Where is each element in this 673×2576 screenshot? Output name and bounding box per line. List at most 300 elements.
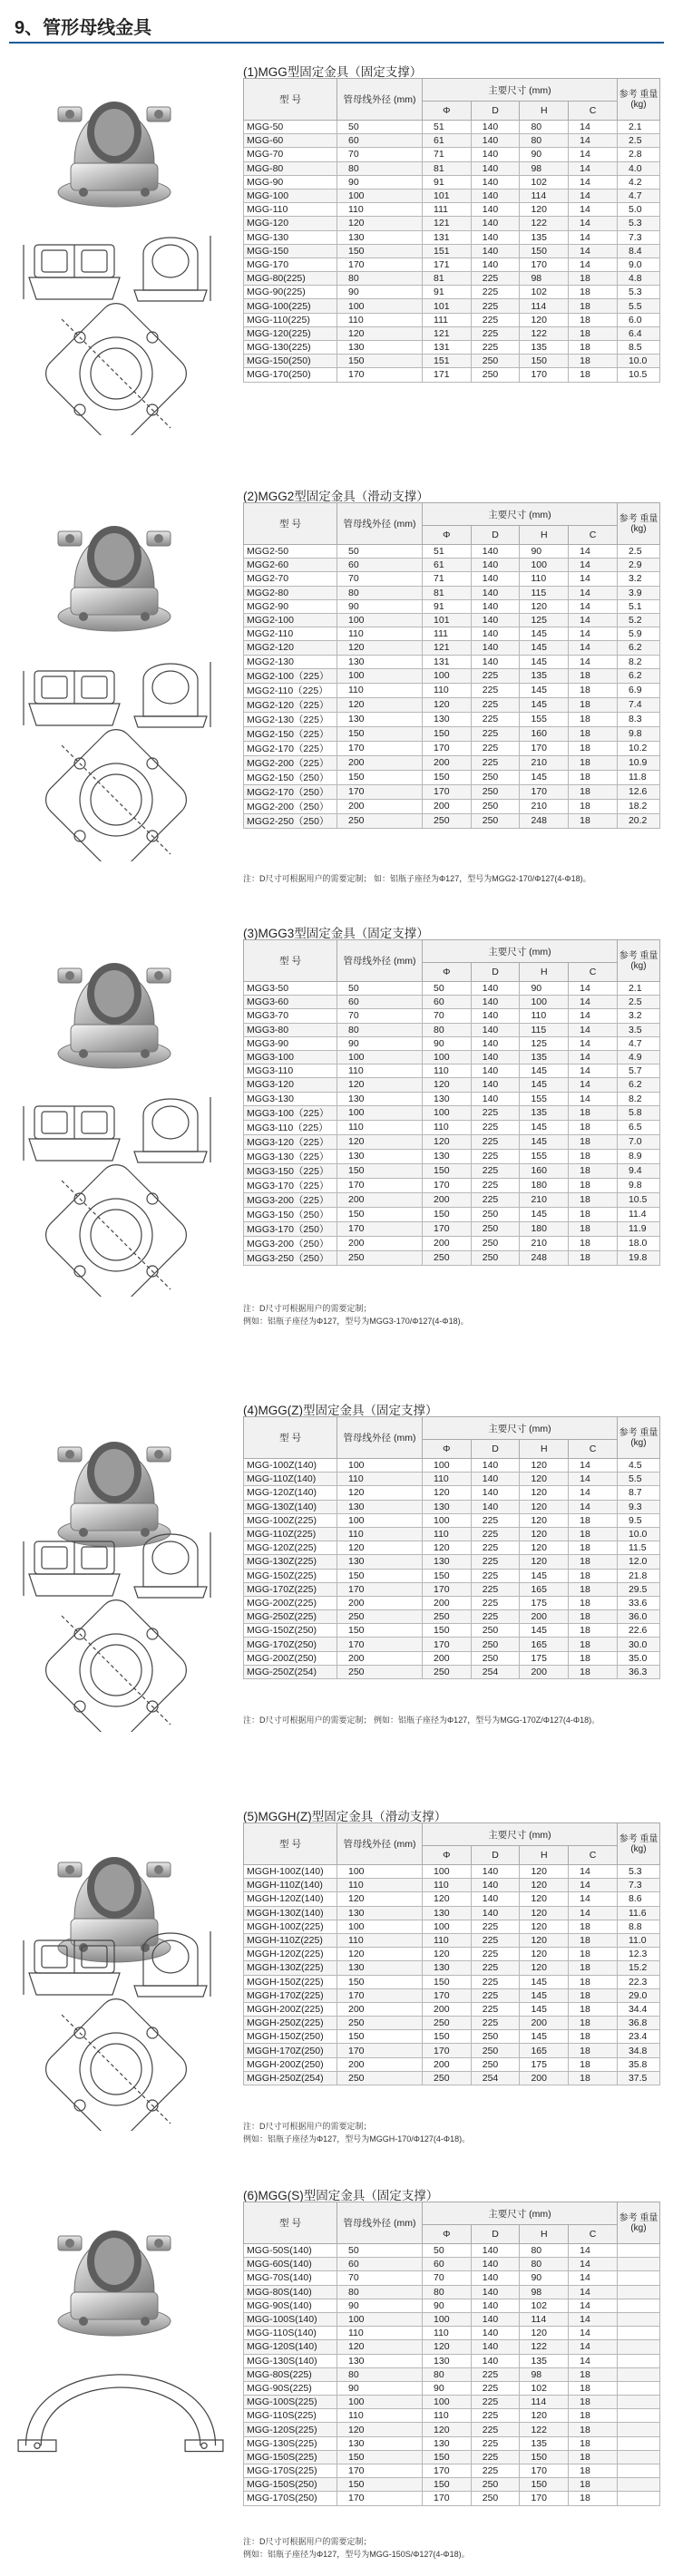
- value-cell: 10.2: [617, 741, 659, 755]
- value-cell: 140: [471, 1486, 520, 1500]
- table-row: [244, 726, 660, 741]
- value-cell: 250: [471, 1651, 520, 1665]
- value-cell: 225: [471, 326, 520, 340]
- value-cell: 120: [336, 641, 422, 655]
- model-cell: MGG-250Z(225): [244, 1610, 337, 1624]
- model-cell: MGG3-150（250）: [244, 1207, 337, 1221]
- model-cell: MGGH-170Z(250): [244, 2044, 337, 2057]
- value-cell: 140: [471, 1906, 520, 1920]
- model-cell: MGG-80(225): [244, 272, 337, 286]
- model-cell: MGGH-150Z(250): [244, 2030, 337, 2044]
- value-cell: 18: [569, 1569, 618, 1582]
- value-cell: 130: [336, 1555, 422, 1569]
- value-cell: 110: [520, 572, 569, 586]
- value-cell: 120: [520, 599, 569, 613]
- value-cell: 170: [423, 1221, 472, 1236]
- value-cell: 140: [471, 599, 520, 613]
- value-cell: 102: [520, 175, 569, 189]
- value-cell: 14: [569, 2327, 618, 2340]
- value-cell: 20.2: [617, 813, 659, 828]
- value-cell: [617, 2409, 659, 2423]
- value-cell: 102: [520, 2299, 569, 2312]
- section-note: 注：D尺寸可根据用户的需要定制； 例如：铝瓶子座径为Φ127，型号为MGG-170Z/Φ127(4-Φ18)。: [243, 1716, 600, 1725]
- value-cell: 4.2: [617, 175, 659, 189]
- value-cell: 145: [520, 1078, 569, 1092]
- table-row: [244, 286, 660, 299]
- model-cell: MGG3-90: [244, 1036, 337, 1050]
- table-row: [244, 1624, 660, 1638]
- table-row: [244, 203, 660, 217]
- value-cell: 110: [336, 2409, 422, 2423]
- value-cell: 14: [569, 161, 618, 175]
- table-row: [244, 2367, 660, 2381]
- col-header-model: 型 号: [244, 2202, 337, 2244]
- table-row: [244, 1221, 660, 1236]
- value-cell: 140: [471, 217, 520, 230]
- value-cell: 200: [336, 1596, 422, 1609]
- value-cell: 14: [569, 244, 618, 258]
- value-cell: 18: [569, 368, 618, 382]
- table-row: [244, 813, 660, 828]
- value-cell: 14: [569, 641, 618, 655]
- value-cell: 140: [471, 1050, 520, 1064]
- col-header-d: D: [471, 1846, 520, 1865]
- value-cell: 9.4: [617, 1163, 659, 1178]
- value-cell: 110: [336, 1933, 422, 1947]
- value-cell: 110: [423, 1527, 472, 1541]
- value-cell: 50: [336, 545, 422, 559]
- col-header-d: D: [471, 963, 520, 982]
- value-cell: 101: [423, 189, 472, 202]
- value-cell: 225: [471, 1134, 520, 1149]
- value-cell: 145: [520, 683, 569, 697]
- value-cell: 210: [520, 799, 569, 813]
- value-cell: 90: [423, 2299, 472, 2312]
- col-header-h: H: [520, 963, 569, 982]
- table-row: [244, 2450, 660, 2464]
- model-cell: MGG-170(250): [244, 368, 337, 382]
- section-title: (3)MGG3型固定金具（固定支撑）: [243, 927, 429, 940]
- table-row: [244, 2423, 660, 2436]
- title-divider: [9, 42, 664, 44]
- value-cell: 120: [520, 313, 569, 326]
- value-cell: 98: [520, 161, 569, 175]
- value-cell: 18: [569, 2030, 618, 2044]
- value-cell: 121: [423, 217, 472, 230]
- value-cell: 100: [423, 1459, 472, 1473]
- value-cell: 4.5: [617, 1459, 659, 1473]
- technical-drawing-mgg3: [16, 1097, 216, 1297]
- value-cell: 9.8: [617, 1178, 659, 1192]
- value-cell: 6.2: [617, 1078, 659, 1092]
- value-cell: 5.7: [617, 1064, 659, 1078]
- value-cell: 140: [471, 1092, 520, 1105]
- value-cell: 14: [569, 121, 618, 134]
- model-cell: MGG-110S(225): [244, 2409, 337, 2423]
- value-cell: 225: [471, 2002, 520, 2016]
- value-cell: 250: [336, 1250, 422, 1265]
- table-row: [244, 1988, 660, 2002]
- value-cell: 170: [423, 2464, 472, 2478]
- value-cell: 200: [423, 1596, 472, 1609]
- model-cell: MGG2-130（225）: [244, 712, 337, 726]
- value-cell: 140: [471, 2354, 520, 2367]
- value-cell: 60: [336, 559, 422, 572]
- table-row: [244, 2030, 660, 2044]
- model-cell: MGG-150S(225): [244, 2450, 337, 2464]
- value-cell: 170: [423, 741, 472, 755]
- value-cell: 18: [569, 1933, 618, 1947]
- col-header-d: D: [471, 1440, 520, 1459]
- value-cell: 5.3: [617, 286, 659, 299]
- value-cell: 150: [336, 2450, 422, 2464]
- value-cell: 115: [520, 586, 569, 599]
- value-cell: 250: [471, 813, 520, 828]
- value-cell: 150: [423, 1207, 472, 1221]
- value-cell: 18: [569, 1624, 618, 1638]
- value-cell: [617, 2381, 659, 2395]
- value-cell: 200: [336, 1236, 422, 1250]
- value-cell: 140: [471, 230, 520, 244]
- value-cell: 250: [423, 2071, 472, 2085]
- value-cell: 170: [336, 368, 422, 382]
- value-cell: 14: [569, 2244, 618, 2258]
- value-cell: 100: [423, 1105, 472, 1120]
- table-row: [244, 655, 660, 668]
- model-cell: MGG-110: [244, 203, 337, 217]
- value-cell: 18: [569, 1988, 618, 2002]
- value-cell: 170: [336, 1582, 422, 1596]
- model-cell: MGG-150Z(225): [244, 1569, 337, 1582]
- value-cell: 80: [423, 1023, 472, 1036]
- value-cell: 250: [471, 1236, 520, 1250]
- value-cell: 11.8: [617, 770, 659, 784]
- value-cell: 11.6: [617, 1906, 659, 1920]
- value-cell: 18: [569, 272, 618, 286]
- col-header-main-dimensions: 主要尺寸 (mm): [423, 503, 618, 526]
- value-cell: 14: [569, 1473, 618, 1486]
- model-cell: MGG-120Z(225): [244, 1541, 337, 1555]
- value-cell: 140: [471, 572, 520, 586]
- value-cell: 14: [569, 1500, 618, 1513]
- product-photo-mgg: [34, 56, 194, 216]
- table-row: [244, 2340, 660, 2354]
- value-cell: 70: [423, 1009, 472, 1023]
- technical-drawing-mgghz: [16, 1931, 216, 2131]
- value-cell: 200: [520, 1665, 569, 1678]
- model-cell: MGG3-170（225）: [244, 1178, 337, 1192]
- value-cell: [617, 2367, 659, 2381]
- value-cell: 7.3: [617, 230, 659, 244]
- model-cell: MGG3-110（225）: [244, 1120, 337, 1134]
- col-header-outer-diameter: 管母线外径 (mm): [336, 2202, 422, 2244]
- value-cell: 120: [520, 1933, 569, 1947]
- model-cell: MGG-200Z(225): [244, 1596, 337, 1609]
- table-row: [244, 1892, 660, 1906]
- value-cell: 250: [423, 813, 472, 828]
- model-cell: MGG-90(225): [244, 286, 337, 299]
- value-cell: 250: [471, 2057, 520, 2071]
- value-cell: 71: [423, 572, 472, 586]
- value-cell: 225: [471, 1610, 520, 1624]
- value-cell: 100: [520, 559, 569, 572]
- value-cell: 100: [336, 613, 422, 627]
- value-cell: 150: [336, 1569, 422, 1582]
- value-cell: [617, 2312, 659, 2326]
- table-row: [244, 1064, 660, 1078]
- col-header-phi: Φ: [423, 102, 472, 121]
- value-cell: 5.5: [617, 299, 659, 313]
- value-cell: 150: [520, 244, 569, 258]
- table-row: [244, 572, 660, 586]
- value-cell: 2.1: [617, 121, 659, 134]
- value-cell: 9.8: [617, 726, 659, 741]
- value-cell: 225: [471, 1527, 520, 1541]
- value-cell: 14: [569, 586, 618, 599]
- value-cell: 140: [471, 545, 520, 559]
- value-cell: 110: [336, 1527, 422, 1541]
- value-cell: 10.9: [617, 755, 659, 770]
- value-cell: [617, 2436, 659, 2450]
- table-row: [244, 2409, 660, 2423]
- table-row: [244, 996, 660, 1009]
- table-row: [244, 2285, 660, 2299]
- value-cell: 120: [520, 1459, 569, 1473]
- value-cell: 225: [471, 2367, 520, 2381]
- value-cell: 8.8: [617, 1920, 659, 1933]
- value-cell: 14: [569, 559, 618, 572]
- value-cell: 18: [569, 1638, 618, 1651]
- value-cell: 140: [471, 175, 520, 189]
- section-note: 注：D尺寸可根据用户的需要定制； 如：铝瓶子座径为Φ127，型号为MGG2-170/Φ127(4-Φ18)。: [243, 874, 591, 883]
- value-cell: 14: [569, 217, 618, 230]
- table-row: [244, 2057, 660, 2071]
- table-row: [244, 1920, 660, 1933]
- value-cell: 70: [336, 2271, 422, 2285]
- value-cell: 250: [471, 2044, 520, 2057]
- value-cell: 150: [423, 1975, 472, 1988]
- table-row: [244, 2327, 660, 2340]
- value-cell: 71: [423, 148, 472, 161]
- table-row: [244, 217, 660, 230]
- value-cell: [617, 2299, 659, 2312]
- value-cell: 11.9: [617, 1221, 659, 1236]
- value-cell: 90: [336, 2381, 422, 2395]
- value-cell: 111: [423, 313, 472, 326]
- value-cell: 140: [471, 1879, 520, 1892]
- model-cell: MGG3-60: [244, 996, 337, 1009]
- value-cell: 170: [423, 1638, 472, 1651]
- value-cell: 120: [336, 1486, 422, 1500]
- value-cell: 8.7: [617, 1486, 659, 1500]
- table-row: [244, 627, 660, 641]
- value-cell: 150: [423, 2478, 472, 2492]
- value-cell: 10.0: [617, 1527, 659, 1541]
- table-row: [244, 2436, 660, 2450]
- value-cell: 14: [569, 1092, 618, 1105]
- model-cell: MGG2-60: [244, 559, 337, 572]
- table-row: [244, 784, 660, 799]
- model-cell: MGG3-120（225）: [244, 1134, 337, 1149]
- value-cell: 140: [471, 641, 520, 655]
- model-cell: MGG-60S(140): [244, 2258, 337, 2271]
- table-row: [244, 230, 660, 244]
- value-cell: 225: [471, 726, 520, 741]
- value-cell: 135: [520, 1105, 569, 1120]
- value-cell: 175: [520, 1651, 569, 1665]
- table-row: [244, 1638, 660, 1651]
- value-cell: 50: [336, 2244, 422, 2258]
- table-row: [244, 1596, 660, 1609]
- value-cell: 14: [569, 627, 618, 641]
- value-cell: 170: [520, 741, 569, 755]
- value-cell: 110: [336, 683, 422, 697]
- table-row: [244, 1500, 660, 1513]
- table-row: [244, 1906, 660, 1920]
- value-cell: 18: [569, 1192, 618, 1207]
- table-row: [244, 313, 660, 326]
- value-cell: 120: [520, 1513, 569, 1527]
- value-cell: 135: [520, 1050, 569, 1064]
- model-cell: MGGH-200Z(225): [244, 2002, 337, 2016]
- value-cell: 110: [423, 1933, 472, 1947]
- value-cell: 91: [423, 286, 472, 299]
- table-row: [244, 559, 660, 572]
- value-cell: 80: [520, 2258, 569, 2271]
- table-row: [244, 189, 660, 202]
- table-row: [244, 1541, 660, 1555]
- value-cell: 170: [336, 258, 422, 271]
- value-cell: 120: [336, 326, 422, 340]
- value-cell: 8.2: [617, 655, 659, 668]
- value-cell: 170: [336, 1638, 422, 1651]
- value-cell: 18: [569, 1665, 618, 1678]
- value-cell: 160: [520, 1163, 569, 1178]
- value-cell: 100: [336, 1513, 422, 1527]
- value-cell: 100: [336, 1459, 422, 1473]
- value-cell: 18: [569, 1948, 618, 1961]
- value-cell: 14: [569, 1023, 618, 1036]
- value-cell: [617, 2258, 659, 2271]
- value-cell: 225: [471, 1105, 520, 1120]
- value-cell: 8.9: [617, 1149, 659, 1163]
- value-cell: 5.5: [617, 1473, 659, 1486]
- value-cell: 12.6: [617, 784, 659, 799]
- value-cell: 5.9: [617, 627, 659, 641]
- value-cell: 5.1: [617, 599, 659, 613]
- value-cell: 21.8: [617, 1569, 659, 1582]
- model-cell: MGG-80: [244, 161, 337, 175]
- value-cell: 150: [336, 726, 422, 741]
- value-cell: 18: [569, 2057, 618, 2071]
- table-row: [244, 341, 660, 355]
- value-cell: 100: [336, 189, 422, 202]
- value-cell: 14: [569, 258, 618, 271]
- value-cell: 150: [423, 1163, 472, 1178]
- value-cell: 120: [520, 203, 569, 217]
- col-header-c: C: [569, 526, 618, 545]
- value-cell: 14: [569, 613, 618, 627]
- value-cell: 18: [569, 2002, 618, 2016]
- section-title: (4)MGG(Z)型固定金具（固定支撑）: [243, 1404, 438, 1417]
- value-cell: 225: [471, 668, 520, 683]
- value-cell: 225: [471, 1555, 520, 1569]
- table-row: [244, 1582, 660, 1596]
- table-row: [244, 712, 660, 726]
- model-cell: MGG-100S(225): [244, 2396, 337, 2409]
- value-cell: [617, 2354, 659, 2367]
- table-row: [244, 1459, 660, 1473]
- technical-drawing-mggs: [16, 2339, 225, 2457]
- model-cell: MGG3-130: [244, 1092, 337, 1105]
- table-row: [244, 2071, 660, 2085]
- value-cell: 170: [520, 2464, 569, 2478]
- value-cell: 14: [569, 2271, 618, 2285]
- value-cell: 180: [520, 1178, 569, 1192]
- value-cell: 18: [569, 668, 618, 683]
- value-cell: 140: [471, 1892, 520, 1906]
- value-cell: 140: [471, 613, 520, 627]
- value-cell: 98: [520, 272, 569, 286]
- table-row: [244, 1250, 660, 1265]
- value-cell: 225: [471, 1975, 520, 1988]
- model-cell: MGGH-100Z(140): [244, 1865, 337, 1879]
- value-cell: 130: [423, 1149, 472, 1163]
- table-row: [244, 1486, 660, 1500]
- technical-drawing-mggz: [16, 1532, 216, 1732]
- value-cell: 100: [336, 1105, 422, 1120]
- value-cell: 200: [423, 755, 472, 770]
- value-cell: 18: [569, 2367, 618, 2381]
- value-cell: 200: [423, 1236, 472, 1250]
- value-cell: 250: [336, 1665, 422, 1678]
- section-title: (2)MGG2型固定金具（滑动支撑）: [243, 490, 429, 503]
- value-cell: 11.4: [617, 1207, 659, 1221]
- col-header-outer-diameter: 管母线外径 (mm): [336, 1417, 422, 1459]
- value-cell: 18.2: [617, 799, 659, 813]
- model-cell: MGG3-50: [244, 982, 337, 996]
- value-cell: 225: [471, 1541, 520, 1555]
- value-cell: 125: [520, 613, 569, 627]
- value-cell: 130: [423, 1555, 472, 1569]
- value-cell: 225: [471, 1920, 520, 1933]
- value-cell: 111: [423, 627, 472, 641]
- value-cell: 150: [336, 2030, 422, 2044]
- value-cell: 200: [336, 799, 422, 813]
- value-cell: 14: [569, 1459, 618, 1473]
- value-cell: 14: [569, 2312, 618, 2326]
- model-cell: MGG-150(250): [244, 355, 337, 368]
- value-cell: 70: [423, 2271, 472, 2285]
- model-cell: MGG3-70: [244, 1009, 337, 1023]
- value-cell: 90: [423, 1036, 472, 1050]
- value-cell: 130: [336, 1149, 422, 1163]
- value-cell: 170: [336, 2464, 422, 2478]
- table-row: [244, 599, 660, 613]
- table-row: [244, 272, 660, 286]
- section-title: (1)MGG型固定金具（固定支撑）: [243, 65, 423, 79]
- table-row: [244, 355, 660, 368]
- value-cell: 50: [423, 982, 472, 996]
- model-cell: MGG-50: [244, 121, 337, 134]
- section-note: 例如：铝瓶子座径为Φ127，型号为MGG3-170/Φ127(4-Φ18)。: [243, 1317, 469, 1326]
- value-cell: 225: [471, 313, 520, 326]
- col-header-phi: Φ: [423, 1846, 472, 1865]
- value-cell: 9.5: [617, 1513, 659, 1527]
- value-cell: 102: [520, 286, 569, 299]
- value-cell: 130: [336, 1500, 422, 1513]
- value-cell: 250: [471, 368, 520, 382]
